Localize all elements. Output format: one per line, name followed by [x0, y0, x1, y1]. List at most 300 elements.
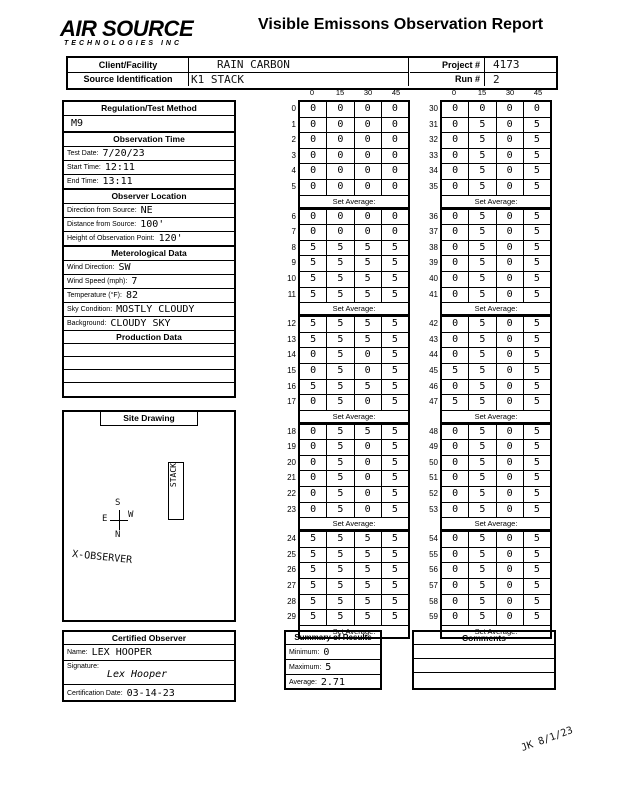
observation-time-label: Start Time: [67, 164, 101, 171]
comments-title: Comments [414, 632, 554, 645]
reading-cell: 0 [391, 118, 398, 130]
set-average-label: Set Average: [442, 196, 550, 208]
reading-cell: 5 [327, 579, 354, 594]
reading-cell: 5 [391, 396, 398, 408]
reading-cell: 5 [391, 318, 398, 330]
reading-cell: 5 [469, 364, 496, 379]
readings-row-number: 2 [291, 135, 296, 145]
observation-time-row [64, 147, 234, 161]
reading-cell: 0 [327, 118, 354, 133]
reading-cell: 0 [391, 226, 398, 238]
summary-panel [284, 630, 382, 690]
reading-cell: 0 [497, 548, 524, 563]
reading-cell: 0 [442, 532, 469, 547]
readings-row [287, 579, 408, 595]
meteorological-value: SW [118, 262, 131, 273]
reading-cell: 5 [355, 610, 382, 625]
readings-row-number: 37 [429, 227, 438, 237]
readings-row-number: 18 [287, 426, 296, 436]
reading-cell: 0 [327, 102, 354, 117]
reading-cell: 5 [327, 610, 354, 625]
observation-time-label: End Time: [67, 178, 99, 185]
readings-row [287, 395, 408, 411]
reading-cell: 5 [355, 563, 382, 578]
reading-cell: 5 [469, 440, 496, 455]
reading-cell: 0 [497, 272, 524, 287]
readings-row-number: 51 [429, 473, 438, 483]
meteorological-value: MOSTLY CLOUDY [116, 304, 195, 315]
readings-row [291, 180, 408, 196]
reading-cell: 5 [469, 348, 496, 363]
observation-time-value: 7/20/23 [102, 148, 145, 159]
reading-cell: 5 [300, 272, 327, 287]
reading-cell: 5 [300, 256, 327, 271]
reading-cell: 0 [300, 364, 327, 379]
readings-row-number: 17 [287, 397, 296, 407]
reading-cell: 5 [469, 241, 496, 256]
reading-cell: 5 [391, 611, 398, 623]
readings-row [287, 348, 408, 364]
comments-line-2 [414, 659, 554, 673]
reading-cell: 5 [533, 364, 540, 376]
readings-row [429, 288, 550, 304]
reading-cell: 5 [469, 210, 496, 225]
reading-cell: 0 [442, 348, 469, 363]
readings-block [429, 530, 552, 639]
reading-cell: 5 [327, 272, 354, 287]
observer-signature-row [64, 661, 234, 685]
readings-row [429, 272, 550, 288]
reading-cell: 5 [469, 579, 496, 594]
reading-cell: 0 [497, 118, 524, 133]
reading-cell: 5 [533, 548, 540, 560]
readings-row-number: 40 [429, 273, 438, 283]
summary-label: Average: [289, 678, 317, 686]
readings-row [291, 102, 408, 118]
compass-left: E [102, 514, 108, 524]
reading-cell: 0 [497, 317, 524, 332]
comments-line-1 [414, 645, 554, 659]
observer-location-value: 120' [158, 233, 183, 244]
reading-cell: 0 [442, 210, 469, 225]
reading-cell: 5 [533, 333, 540, 345]
readings-row [287, 425, 408, 441]
readings-row [429, 503, 550, 519]
reading-cell: 5 [391, 533, 398, 545]
reading-cell: 5 [300, 380, 327, 395]
reading-cell: 5 [391, 564, 398, 576]
readings-row [429, 440, 550, 456]
column-header-label: 0 [451, 88, 457, 97]
reading-cell: 0 [442, 548, 469, 563]
production-title: Production Data [64, 331, 234, 344]
readings-row-number: 3 [291, 150, 296, 160]
reading-cell: 0 [442, 102, 469, 117]
reading-cell: 5 [469, 288, 496, 303]
readings-row-number: 21 [287, 473, 296, 483]
reading-cell: 0 [355, 180, 382, 195]
certification-date-value: 03-14-23 [126, 687, 175, 699]
reading-cell: 0 [497, 333, 524, 348]
readings-block [429, 100, 552, 208]
reading-cell: 5 [391, 580, 398, 592]
reading-cell: 5 [391, 595, 398, 607]
reading-cell: 0 [355, 503, 382, 518]
readings-row-number: 16 [287, 381, 296, 391]
readings-row [429, 149, 550, 165]
set-average-label: Set Average: [300, 303, 408, 315]
reading-cell: 5 [327, 471, 354, 486]
readings-row-number: 27 [287, 581, 296, 591]
readings-row-number: 8 [291, 242, 296, 252]
readings-row [429, 395, 550, 411]
readings-row-number: 43 [429, 334, 438, 344]
readings-row-number: 33 [429, 150, 438, 160]
company-logo [60, 18, 210, 46]
reading-cell: 5 [533, 241, 540, 253]
readings-row [291, 164, 408, 180]
observer-location-title: Observer Location [64, 189, 234, 204]
meteorological-title: Meterological Data [64, 246, 234, 261]
readings-row [429, 595, 550, 611]
reading-cell: 5 [533, 210, 540, 222]
reading-cell: 5 [300, 610, 327, 625]
reading-cell: 0 [355, 440, 382, 455]
observation-time-value: 12:11 [104, 162, 135, 173]
readings-row [287, 487, 408, 503]
project-value: 4173 [493, 58, 520, 71]
reading-cell: 5 [391, 257, 398, 269]
reading-cell: 0 [497, 102, 524, 117]
reading-cell: 0 [300, 225, 327, 240]
reading-cell: 5 [391, 364, 398, 376]
reading-cell: 5 [391, 456, 398, 468]
reading-cell: 5 [469, 256, 496, 271]
reading-cell: 0 [327, 225, 354, 240]
reading-cell: 5 [391, 472, 398, 484]
reading-cell: 5 [327, 595, 354, 610]
certified-observer-panel [62, 630, 236, 702]
meteorological-row [64, 289, 234, 303]
reading-cell: 5 [469, 180, 496, 195]
column-header-label: 45 [391, 88, 401, 97]
reading-cell: 5 [327, 348, 354, 363]
readings-row-number: 10 [287, 273, 296, 283]
reading-cell: 0 [442, 272, 469, 287]
readings-row [429, 102, 550, 118]
regulation-row [64, 116, 234, 132]
meteorological-row [64, 317, 234, 331]
reading-cell: 5 [300, 563, 327, 578]
reading-cell: 5 [355, 595, 382, 610]
reading-cell: 5 [300, 548, 327, 563]
reading-cell: 5 [469, 118, 496, 133]
reading-cell: 0 [355, 210, 382, 225]
readings-row [429, 548, 550, 564]
readings-row [429, 256, 550, 272]
reading-cell: 5 [327, 288, 354, 303]
reading-cell: 5 [327, 317, 354, 332]
reading-cell: 0 [327, 149, 354, 164]
observation-time-row [64, 161, 234, 175]
site-drawing-title: Site Drawing [100, 412, 198, 426]
reading-cell: 5 [442, 364, 469, 379]
reading-cell: 5 [533, 611, 540, 623]
reading-cell: 5 [327, 563, 354, 578]
reading-cell: 0 [442, 333, 469, 348]
regulation-title: Regulation/Test Method [64, 102, 234, 116]
reading-cell: 0 [355, 364, 382, 379]
column-header-label: 45 [533, 88, 543, 97]
reading-cell: 0 [355, 348, 382, 363]
readings-row-number: 31 [429, 119, 438, 129]
readings-row-number: 45 [429, 365, 438, 375]
reading-cell: 5 [327, 395, 354, 410]
readings-row-number: 9 [291, 258, 296, 268]
reading-cell: 0 [442, 595, 469, 610]
meteorological-row [64, 275, 234, 289]
readings-row [291, 210, 408, 226]
readings-row-number: 55 [429, 549, 438, 559]
reading-cell: 5 [327, 487, 354, 502]
reading-cell: 5 [469, 272, 496, 287]
certification-date-row [64, 685, 234, 701]
readings-row-number: 4 [291, 166, 296, 176]
reading-cell: 0 [355, 164, 382, 179]
reading-cell: 0 [497, 364, 524, 379]
reading-cell: 5 [442, 395, 469, 410]
reading-cell: 5 [469, 503, 496, 518]
reading-cell: 0 [300, 348, 327, 363]
comments-line-3 [414, 673, 554, 687]
reading-cell: 5 [533, 272, 540, 284]
reading-cell: 5 [355, 425, 382, 440]
readings-row [291, 241, 408, 257]
logo-main-text: AIR SOURCE [60, 16, 194, 41]
reviewer-initials: JK 8/1/23 [519, 725, 575, 754]
readings-row-number: 7 [291, 227, 296, 237]
summary-value: 5 [325, 661, 332, 673]
reading-cell: 5 [469, 317, 496, 332]
readings-row [429, 333, 550, 349]
reading-cell: 0 [442, 487, 469, 502]
reading-cell: 0 [497, 210, 524, 225]
readings-row-number: 46 [429, 381, 438, 391]
readings-row [429, 364, 550, 380]
info-panel [62, 100, 236, 398]
site-drawing-panel [62, 410, 236, 622]
reading-cell: 0 [355, 456, 382, 471]
readings-row [287, 456, 408, 472]
reading-cell: 0 [442, 256, 469, 271]
readings-row-number: 54 [429, 534, 438, 544]
readings-row [429, 348, 550, 364]
readings-row-number: 44 [429, 350, 438, 360]
observer-signature-label: Signature: [67, 663, 99, 670]
readings-row-number: 15 [287, 365, 296, 375]
reading-cell: 0 [442, 241, 469, 256]
reading-cell: 0 [442, 425, 469, 440]
summary-value: 0 [323, 646, 330, 658]
observer-location-row [64, 218, 234, 232]
summary-row [286, 675, 380, 690]
observer-location-label: Direction from Source: [67, 207, 137, 214]
run-label: Run # [410, 73, 485, 86]
reading-cell: 5 [469, 395, 496, 410]
reading-cell: 5 [391, 241, 398, 253]
summary-value: 2.71 [320, 676, 345, 688]
readings-row [429, 118, 550, 134]
reading-cell: 0 [391, 210, 398, 222]
reading-cell: 5 [300, 333, 327, 348]
set-average-label: Set Average: [442, 411, 550, 423]
source-value: K1 STACK [191, 73, 244, 86]
reading-cell: 0 [391, 180, 398, 192]
reading-cell: 0 [355, 133, 382, 148]
reading-cell: 5 [391, 288, 398, 300]
readings-block [291, 100, 410, 208]
readings-row [429, 241, 550, 257]
reading-cell: 0 [497, 348, 524, 363]
set-average-label: Set Average: [300, 518, 408, 530]
readings-row [429, 610, 550, 626]
readings-row [429, 225, 550, 241]
reading-cell: 0 [355, 471, 382, 486]
client-block [66, 56, 558, 90]
reading-cell: 5 [327, 333, 354, 348]
observer-location-value: NE [140, 205, 153, 216]
readings-row-number: 52 [429, 489, 438, 499]
readings-row [287, 364, 408, 380]
observer-name-label: Name: [67, 649, 88, 656]
reading-cell: 0 [497, 149, 524, 164]
readings-row [287, 272, 408, 288]
readings-block [287, 315, 410, 423]
reading-cell: 0 [442, 118, 469, 133]
reading-cell: 5 [469, 164, 496, 179]
summary-title: Summary of Results [286, 632, 380, 645]
readings-row [287, 333, 408, 349]
reading-cell: 5 [355, 380, 382, 395]
reading-cell: 5 [327, 364, 354, 379]
client-value: RAIN CARBON [217, 58, 290, 71]
observation-time-label: Test Date: [67, 150, 99, 157]
readings-row [291, 256, 408, 272]
readings-row-number: 41 [429, 289, 438, 299]
readings-row-number: 14 [287, 350, 296, 360]
readings-row-number: 39 [429, 258, 438, 268]
readings-row-number: 5 [291, 181, 296, 191]
readings-block [287, 530, 410, 639]
reading-cell: 5 [327, 503, 354, 518]
compass-right: W [128, 510, 134, 520]
reading-cell: 5 [469, 149, 496, 164]
reading-cell: 0 [300, 395, 327, 410]
reading-cell: 5 [533, 503, 540, 515]
reading-cell: 0 [300, 425, 327, 440]
reading-cell: 0 [442, 133, 469, 148]
reading-cell: 5 [533, 472, 540, 484]
set-average-label: Set Average: [300, 196, 408, 208]
reading-cell: 5 [355, 333, 382, 348]
reading-cell: 0 [442, 471, 469, 486]
readings-row-number: 28 [287, 596, 296, 606]
observer-location-label: Height of Observation Point: [67, 235, 155, 242]
readings-row-number: 53 [429, 504, 438, 514]
column-header-label: 30 [505, 88, 515, 97]
readings-row-number: 30 [429, 104, 438, 113]
readings-row [291, 149, 408, 165]
readings-row [429, 532, 550, 548]
reading-cell: 0 [327, 164, 354, 179]
readings-row [291, 118, 408, 134]
readings-row-number: 19 [287, 442, 296, 452]
reading-cell: 5 [469, 225, 496, 240]
meteorological-value: 82 [125, 290, 138, 301]
readings-row-number: 25 [287, 549, 296, 559]
readings-row-number: 49 [429, 442, 438, 452]
reading-cell: 5 [469, 487, 496, 502]
summary-label: Minimum: [289, 648, 320, 656]
reading-cell: 5 [533, 349, 540, 361]
reading-cell: 0 [497, 288, 524, 303]
readings-row [429, 487, 550, 503]
reading-cell: 5 [327, 532, 354, 547]
readings-row-number: 38 [429, 242, 438, 252]
readings-row-number: 11 [287, 289, 296, 299]
reading-cell: 5 [533, 226, 540, 238]
reading-cell: 5 [391, 488, 398, 500]
reading-cell: 5 [533, 456, 540, 468]
readings-row [287, 317, 408, 333]
observer-location-row [64, 204, 234, 218]
reading-cell: 5 [533, 180, 540, 192]
reading-cell: 5 [533, 425, 540, 437]
readings-row-number: 26 [287, 565, 296, 575]
stack-label: STACK [169, 463, 178, 488]
meteorological-label: Sky Condition: [67, 306, 113, 313]
reading-cell: 0 [497, 456, 524, 471]
reading-cell: 0 [442, 317, 469, 332]
source-label: Source Identification [68, 73, 189, 86]
reading-cell: 5 [533, 257, 540, 269]
reading-cell: 5 [469, 425, 496, 440]
readings-row [287, 563, 408, 579]
column-header-label: 15 [477, 88, 487, 97]
observer-location-label: Distance from Source: [67, 221, 137, 228]
meteorological-label: Wind Speed (mph): [67, 278, 128, 285]
compass-bottom: N [115, 530, 121, 540]
readings-row [287, 440, 408, 456]
reading-cell: 5 [391, 333, 398, 345]
reading-cell: 0 [497, 241, 524, 256]
set-average-label: Set Average: [300, 411, 408, 423]
production-row-2 [64, 357, 234, 370]
set-average-label: Set Average: [442, 303, 550, 315]
reading-cell: 5 [327, 440, 354, 455]
reading-cell: 5 [355, 272, 382, 287]
observer-signature-value: Lex Hooper [106, 669, 168, 680]
observer-marker: X-OBSERVER [71, 548, 133, 567]
reading-cell: 5 [355, 241, 382, 256]
meteorological-row [64, 261, 234, 275]
reading-cell: 5 [355, 548, 382, 563]
reading-cell: 0 [300, 133, 327, 148]
reading-cell: 0 [497, 225, 524, 240]
reading-cell: 0 [497, 395, 524, 410]
reading-cell: 0 [497, 610, 524, 625]
reading-cell: 0 [391, 165, 398, 177]
